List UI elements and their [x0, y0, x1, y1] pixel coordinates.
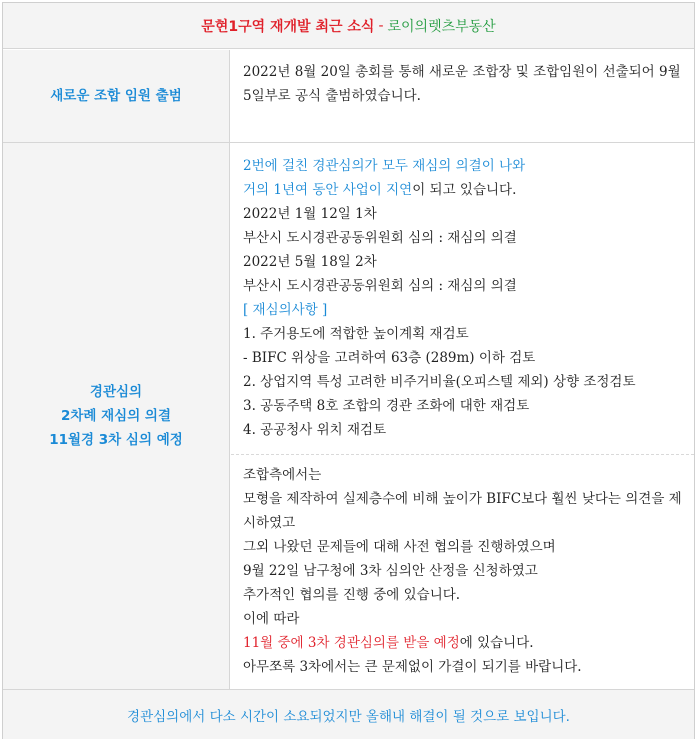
row-label-board-text: 새로운 조합 임원 출범 — [50, 88, 182, 104]
title-main: 문현1구역 재개발 최근 소식 — [201, 18, 375, 35]
rereview-item: 4. 공공청사 위치 재검토 — [243, 422, 387, 438]
board-text: 2022년 8월 20일 총회를 통해 새로운 조합장 및 조합임원이 선출되어 9월 5일부로 공식 출범하였습니다. — [243, 64, 681, 104]
title-brand: 로이의렛츠부동산 — [387, 18, 496, 35]
table-title — [3, 3, 694, 49]
response-intro: 조합측에서는 — [243, 467, 322, 483]
review-label-line-1: 경관심의 — [89, 384, 143, 400]
review-summary-line-1: 2번에 걸친 경관심의가 모두 재심의 의결이 나와 — [243, 158, 526, 174]
rereview-item: 3. 공동주택 8호 조합의 경관 조화에 대한 재검토 — [243, 398, 530, 414]
review-summary-delay: 거의 1년여 동안 사업이 지연 — [243, 182, 413, 198]
response-line: 그외 나왔던 문제들에 대해 사전 협의를 진행하였으며 — [243, 539, 556, 555]
association-response — [231, 463, 694, 679]
response-line: 추가적인 협의를 진행 중에 있습니다. — [243, 587, 461, 603]
row-content-board — [231, 60, 694, 108]
review-label-line-3: 11월경 3차 심의 예정 — [49, 432, 183, 448]
review-date-1: 2022년 1월 12일 1차 — [243, 206, 377, 222]
footer-text: 경관심의에서 다소 시간이 소요되었지만 올해내 해결이 될 것으로 보입니다. — [127, 708, 570, 725]
response-line: 이에 따라 — [243, 611, 300, 627]
review-result-2: 부산시 도시경관공동위원회 심의 : 재심의 의결 — [243, 278, 517, 294]
review-date-2: 2022년 5월 18일 2차 — [243, 254, 377, 270]
rereview-item: - BIFC 위상을 고려하여 63층 (289m) 이하 검토 — [243, 350, 536, 366]
row-label-board — [3, 50, 230, 142]
table-footer — [3, 689, 694, 739]
review-label-line-2: 2차례 재심의 의결 — [60, 408, 172, 424]
response-line: 9월 22일 남구청에 3차 심의안 산정을 신청하였고 — [243, 563, 538, 579]
response-model-text: 모형을 제작하여 실제층수에 비해 높이가 BIFC보다 훨씬 낮다는 의견을 제시하였고 — [243, 491, 682, 531]
review-history — [231, 154, 694, 442]
news-table — [2, 2, 695, 739]
title-separator: - — [378, 17, 384, 34]
rereview-item: 2. 상업지역 특성 고려한 비주거비율(오피스텔 제외) 상향 조정검토 — [243, 374, 636, 390]
rereview-items-header: [ 재심의사항 ] — [243, 302, 328, 318]
review-result-1: 부산시 도시경관공동위원회 심의 : 재심의 의결 — [243, 230, 517, 246]
response-closing: 아무쪼록 3차에서는 큰 문제없이 가결이 되기를 바랍니다. — [243, 659, 582, 675]
content-divider — [231, 454, 694, 455]
rereview-item: 1. 주거용도에 적합한 높이계획 재검토 — [243, 326, 469, 342]
third-review-schedule-rest: 에 있습니다. — [459, 635, 534, 651]
third-review-schedule: 11월 중에 3차 경관심의를 받을 예정 — [243, 635, 460, 651]
review-summary-line-2-rest: 이 되고 있습니다. — [412, 182, 517, 198]
row-label-review — [3, 143, 230, 689]
